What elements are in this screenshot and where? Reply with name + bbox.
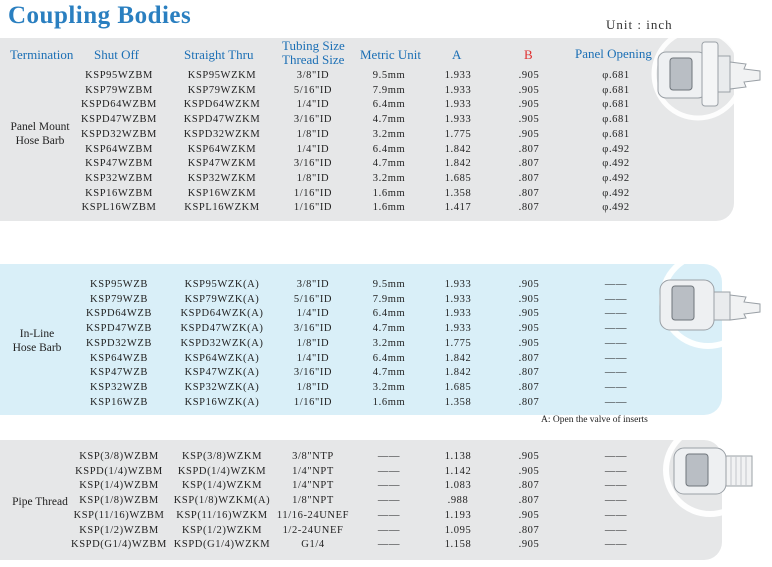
metric-cell: —— [377,539,401,551]
panel-opening-cell: —— [604,337,628,349]
size-cell: 1/16"ID [293,202,333,214]
b-value-cell: .905 [518,70,540,81]
straight-thru-cell: KSPD47WZKM [183,114,261,126]
b-value-cell: .905 [518,114,540,126]
panel-opening-cell: —— [604,367,628,379]
header-panel-opening: Panel Opening [575,46,652,61]
shut-off-cell: KSPD47WZB [85,323,153,335]
metric-cell: 4.7mm [372,158,406,170]
straight-thru-cell: KSPD(1/4)WZKM [177,465,267,477]
page-title: Coupling Bodies [8,2,192,29]
metric-cell: 6.4mm [372,99,406,111]
size-cell: 5/16"ID [293,293,333,305]
panel-opening-cell: —— [604,451,628,462]
a-value-cell: 1.142 [444,465,472,477]
b-value-cell: .905 [518,308,540,320]
b-value-cell: .807 [518,187,540,199]
header-thread-size: Thread Size [282,52,345,67]
shut-off-cell: KSP47WZBM [85,158,153,170]
a-value-cell: 1.933 [444,70,472,81]
b-value-cell: .807 [518,172,540,184]
shut-off-cell: KSPD47WZBM [80,114,157,126]
metric-cell: —— [377,524,401,536]
panel-opening-cell: —— [604,495,628,507]
a-value-cell: 1.158 [444,539,472,551]
shut-off-cell: KSPD64WZB [85,308,153,320]
footnote: A: Open the valve of inserts [541,415,648,425]
a-value-cell: 1.417 [444,202,472,214]
straight-thru-cell: KSP16WZKM [187,187,257,199]
metric-cell: 1.6mm [372,202,406,214]
b-value-cell: .807 [518,480,540,492]
straight-thru-cell: KSP64WZK(A) [184,352,260,364]
metric-cell: 4.7mm [372,114,406,126]
metric-cell: 6.4mm [372,308,406,320]
a-value-cell: 1.933 [444,308,472,320]
metric-cell: —— [377,465,401,477]
panel-opening-cell: φ.681 [602,70,630,81]
straight-thru-cell: KSP95WZK(A) [184,279,260,290]
panel-opening-cell: —— [604,396,628,408]
size-cell: 1/8"ID [296,337,330,349]
shut-off-cell: KSP(1/4)WZBM [79,480,159,492]
shut-off-cell: KSPD(G1/4)WZBM [71,539,167,551]
straight-thru-cell: KSP(1/2)WZKM [181,524,263,536]
a-value-cell: 1.933 [444,323,472,335]
a-value-cell: 1.685 [444,172,472,184]
b-value-cell: .807 [518,495,540,507]
straight-thru-cell: KSP(1/8)WZKM(A) [173,495,271,507]
a-value-cell: 1.842 [444,352,472,364]
b-value-cell: .807 [518,143,540,155]
shut-off-cell: KSP95WZB [90,279,148,290]
straight-thru-cell: KSPD64WZKM [183,99,261,111]
panel-opening-cell: φ.492 [602,187,630,199]
straight-thru-cell: KSP32WZKM [187,172,257,184]
b-value-cell: .905 [518,293,540,305]
shut-off-cell: KSP64WZB [90,352,148,364]
a-value-cell: 1.095 [444,524,472,536]
size-cell: G1/4 [301,539,325,551]
a-value-cell: 1.775 [444,337,472,349]
straight-thru-cell: KSP16WZK(A) [184,396,260,408]
b-value-cell: .905 [518,84,540,96]
header-tubing-size: Tubing Size [282,38,345,53]
b-value-cell: .905 [518,465,540,477]
panel-opening-cell: —— [604,524,628,536]
termination-label: Panel Mount Hose Barb [10,121,70,147]
metric-cell: 6.4mm [372,352,406,364]
metric-cell: —— [377,480,401,492]
panel-mount-coupling-image [640,22,770,122]
metric-cell: 9.5mm [372,279,406,290]
metric-cell: 7.9mm [372,293,406,305]
metric-cell: —— [377,495,401,507]
shut-off-cell: KSPL16WZBM [81,202,157,214]
size-cell: 3/8"ID [296,70,330,81]
panel-opening-cell: —— [604,539,628,551]
size-cell: 3/16"ID [293,367,333,379]
straight-thru-cell: KSP47WZKM [187,158,257,170]
size-cell: 3/16"ID [293,323,333,335]
panel-opening-cell: φ.681 [602,128,630,140]
panel-opening-cell: φ.492 [602,143,630,155]
shut-off-cell: KSP16WZB [90,396,148,408]
header-termination: Termination [10,47,74,62]
panel-opening-cell: φ.681 [602,99,630,111]
panel-opening-cell: φ.492 [602,202,630,214]
metric-cell: 3.2mm [372,172,406,184]
b-value-cell: .807 [518,202,540,214]
b-value-cell: .905 [518,279,540,290]
a-value-cell: 1.685 [444,381,472,393]
straight-thru-cell: KSP95WZKM [187,70,257,81]
header-b: B [524,47,533,62]
panel-opening-cell: φ.492 [602,158,630,170]
size-cell: 3/16"ID [293,114,333,126]
b-value-cell: .905 [518,128,540,140]
termination-label: In-Line Hose Barb [12,328,62,354]
header-metric-unit: Metric Unit [360,47,422,62]
panel-opening-cell: —— [604,293,628,305]
a-value-cell: 1.933 [444,84,472,96]
size-cell: 1/4"NPT [292,480,334,492]
size-cell: 1/2-24UNEF [282,524,344,536]
straight-thru-cell: KSP64WZKM [187,143,257,155]
panel-opening-cell: —— [604,308,628,320]
inline-coupling-image [650,248,770,358]
shut-off-cell: KSP(1/8)WZBM [79,495,159,507]
straight-thru-cell: KSPD32WZK(A) [180,337,264,349]
shut-off-cell: KSPD32WZBM [80,128,157,140]
size-cell: 1/8"NPT [292,495,334,507]
panel-opening-cell: —— [604,323,628,335]
shut-off-cell: KSP79WZB [90,293,148,305]
metric-cell: 3.2mm [372,337,406,349]
size-cell: 1/8"ID [296,172,330,184]
panel-opening-cell: —— [604,381,628,393]
b-value-cell: .807 [518,396,540,408]
b-value-cell: .807 [518,381,540,393]
panel-opening-cell: φ.492 [602,172,630,184]
unit-label: Unit : inch [606,17,673,32]
size-cell: 1/4"ID [296,308,330,320]
metric-cell: 1.6mm [372,187,406,199]
shut-off-cell: KSP32WZBM [85,172,153,184]
panel-opening-cell: —— [604,352,628,364]
a-value-cell: 1.933 [444,279,472,290]
size-cell: 1/8"ID [296,381,330,393]
straight-thru-cell: KSPD47WZK(A) [180,323,264,335]
panel-opening-cell: —— [604,279,628,290]
size-cell: 1/16"ID [293,187,333,199]
straight-thru-cell: KSP(11/16)WZKM [176,509,268,521]
straight-thru-cell: KSPD32WZKM [183,128,261,140]
shut-off-cell: KSP(3/8)WZBM [79,451,159,462]
shut-off-cell: KSP32WZB [90,381,148,393]
a-value-cell: 1.138 [444,451,472,462]
b-value-cell: .905 [518,323,540,335]
panel-opening-cell: φ.681 [602,84,630,96]
a-value-cell: 1.933 [444,99,472,111]
panel-opening-cell: φ.681 [602,114,630,126]
metric-cell: —— [377,451,401,462]
size-cell: 3/8"ID [296,279,330,290]
metric-cell: 1.6mm [372,396,406,408]
shut-off-cell: KSP47WZB [90,367,148,379]
panel-opening-cell: —— [604,465,628,477]
straight-thru-cell: KSP47WZK(A) [184,367,260,379]
straight-thru-cell: KSPD64WZK(A) [180,308,264,320]
straight-thru-cell: KSP32WZK(A) [184,381,260,393]
straight-thru-cell: KSP(3/8)WZKM [181,451,263,462]
a-value-cell: 1.775 [444,128,472,140]
metric-cell: 3.2mm [372,381,406,393]
a-value-cell: 1.358 [444,396,472,408]
shut-off-cell: KSP79WZBM [85,84,153,96]
metric-cell: 9.5mm [372,70,406,81]
straight-thru-cell: KSP79WZK(A) [184,293,260,305]
size-cell: 1/4"ID [296,352,330,364]
metric-cell: 3.2mm [372,128,406,140]
b-value-cell: .807 [518,352,540,364]
metric-cell: 4.7mm [372,367,406,379]
b-value-cell: .905 [518,509,540,521]
pipe-thread-coupling-image [660,420,770,530]
header-shut-off: Shut Off [94,47,139,62]
size-cell: 5/16"ID [293,84,333,96]
size-cell: 1/4"ID [296,99,330,111]
b-value-cell: .807 [518,158,540,170]
metric-cell: 4.7mm [372,323,406,335]
b-value-cell: .905 [518,539,540,551]
size-cell: 11/16-24UNEF [276,509,350,521]
a-value-cell: 1.193 [444,509,472,521]
header-straight-thru: Straight Thru [184,47,254,62]
shut-off-cell: KSPD32WZB [85,337,153,349]
b-value-cell: .807 [518,367,540,379]
shut-off-cell: KSP(1/2)WZBM [79,524,159,536]
b-value-cell: .905 [518,451,540,462]
header-a: A [452,47,462,62]
panel-opening-cell: —— [604,509,628,521]
size-cell: 1/4"ID [296,143,330,155]
straight-thru-cell: KSPD(G1/4)WZKM [173,539,271,551]
shut-off-cell: KSP95WZBM [85,70,153,81]
size-cell: 3/16"ID [293,158,333,170]
a-value-cell: 1.842 [444,367,472,379]
a-value-cell: 1.083 [444,480,472,492]
shut-off-cell: KSP16WZBM [85,187,153,199]
a-value-cell: 1.358 [444,187,472,199]
size-cell: 1/16"ID [293,396,333,408]
b-value-cell: .807 [518,524,540,536]
straight-thru-cell: KSPL16WZKM [184,202,260,214]
shut-off-cell: KSPD(1/4)WZBM [75,465,163,477]
size-cell: 1/8"ID [296,128,330,140]
panel-opening-cell: —— [604,480,628,492]
shut-off-cell: KSP64WZBM [85,143,153,155]
metric-cell: 6.4mm [372,143,406,155]
b-value-cell: .905 [518,99,540,111]
a-value-cell: 1.933 [444,114,472,126]
a-value-cell: 1.842 [444,158,472,170]
metric-cell: 7.9mm [372,84,406,96]
a-value-cell: 1.933 [444,293,472,305]
size-cell: 3/8"NTP [292,451,334,462]
straight-thru-cell: KSP(1/4)WZKM [181,480,263,492]
termination-label: Pipe Thread [12,496,68,508]
metric-cell: —— [377,509,401,521]
shut-off-cell: KSPD64WZBM [80,99,157,111]
shut-off-cell: KSP(11/16)WZBM [73,509,165,521]
straight-thru-cell: KSP79WZKM [187,84,257,96]
a-value-cell: .988 [447,495,469,507]
a-value-cell: 1.842 [444,143,472,155]
size-cell: 1/4"NPT [292,465,334,477]
b-value-cell: .905 [518,337,540,349]
